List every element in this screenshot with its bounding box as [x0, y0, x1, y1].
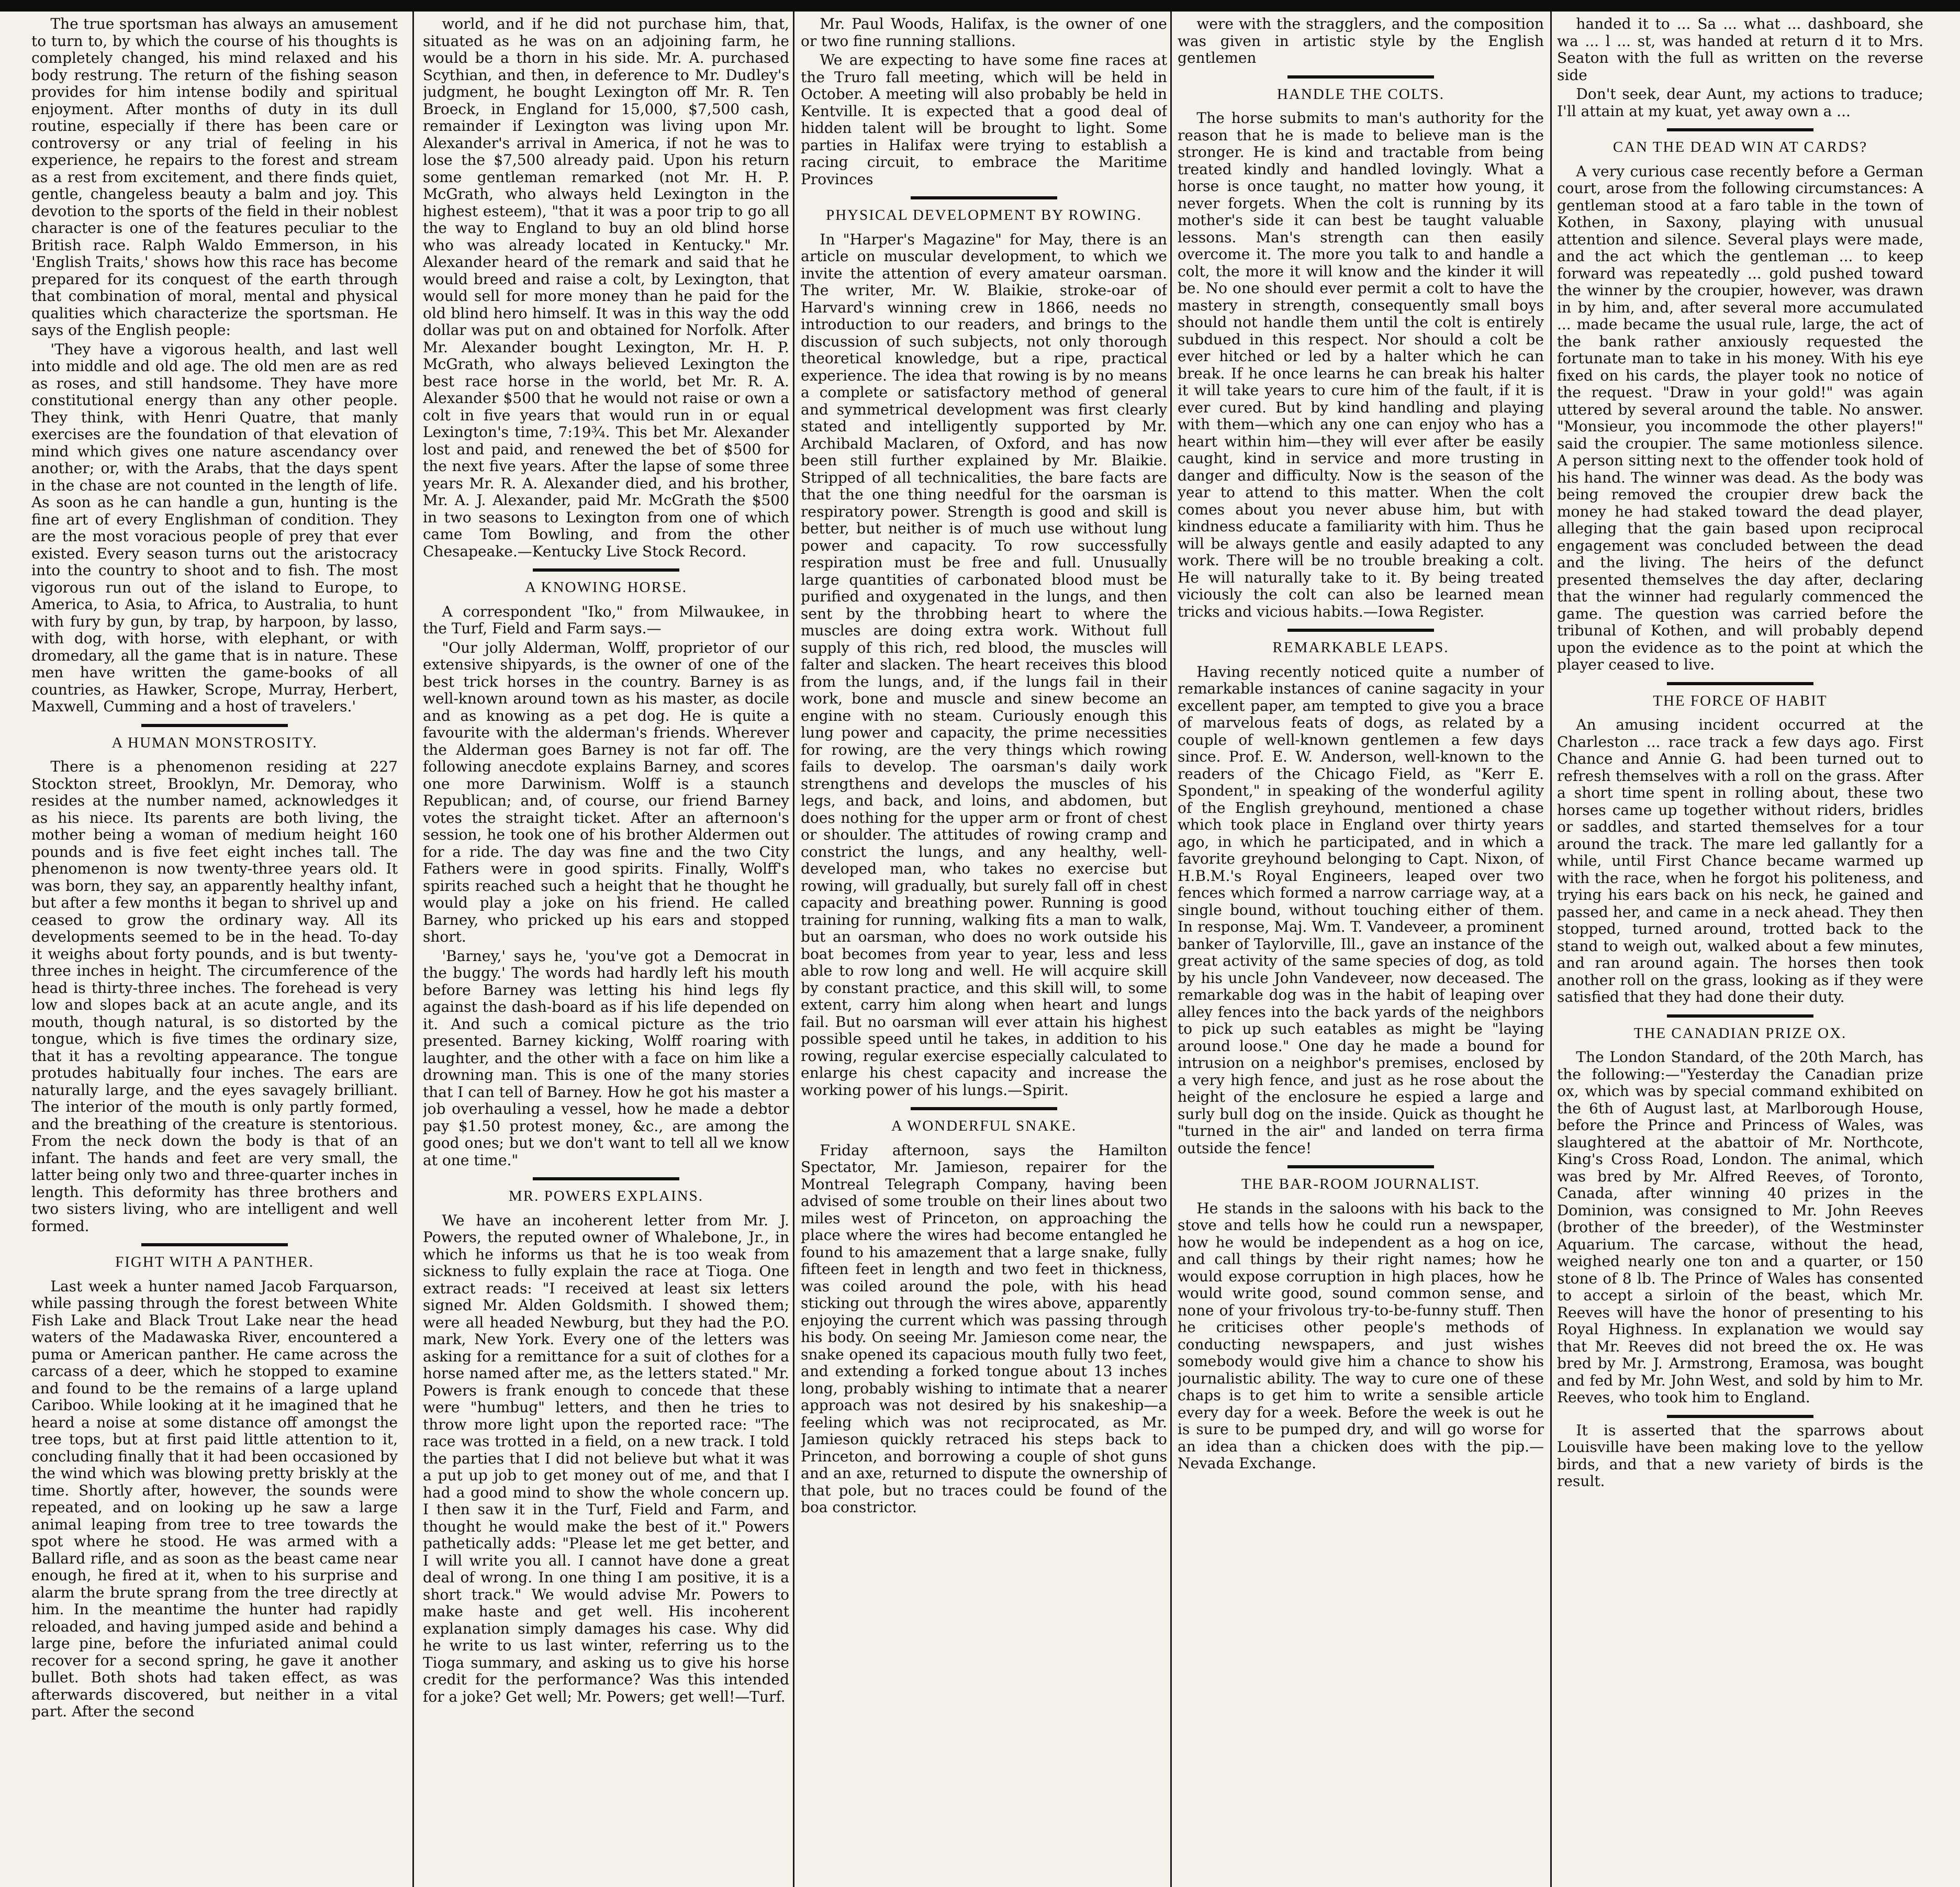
section-divider [911, 1107, 1057, 1110]
section-divider [1667, 1014, 1813, 1018]
article-paragraph: It is asserted that the sparrows about Louisville have been making love to the yellow birds, and that a new variety of birds is the result. [1557, 1421, 1923, 1490]
article-paragraph: A correspondent "Iko," from Milwaukee, in the Turf, Field and Farm says.— [423, 602, 789, 637]
article-title: A WONDERFUL SNAKE. [891, 1118, 1077, 1134]
section-divider [141, 1243, 288, 1246]
article-paragraph: Last week a hunter named Jacob Farquarson, while passing through the forest between White Fish Lake and Black Trout Lake near the head waters of the Madawaska River, encountered a puma or American panther. He came across the carcass of a deer, which he stopped to examine and found to be the remains of a large upland Cariboo. While looking at it he imagined that he heard a noise at some distance off amongst the tree tops, but at first paid little attention to it, concluding finally that it had been occasioned by the wind which was blowing pretty briskly at the time. Shortly after, however, the sounds were repeated, and on looking up he saw a large animal leaping from tree to tree towards the spot where he stood. He was armed with a Ballard rifle, and as soon as the beast came near enough, he fired at it, when to his surprise and alarm the brute sprang from the tree directly at him. In the meantime the hunter had rapidly reloaded, and having jumped aside and behind a large pine, before the infuriated animal could recover for a second spring, he gave it another bullet. Both shots had taken effect, as was afterwards discovered, but neither in a vital part. After the second [31, 1277, 398, 1720]
page-top-edge [0, 0, 1960, 12]
article-paragraph: The horse submits to man's authority for the reason that he is made to believe man is the stronger. He is kind and tractable from being treated kindly and handled lovingly. What a horse is once taught, no matter how young, it never forgets. When the colt is running by its mother's side it can best be taught valuable lessons. Man's strength can then easily overcome it. The more you talk to and handle a colt, the more it will know and the kinder it will be. No one should ever permit a colt to have the mastery in strength, consequently small boys should not handle them until the colt is entirely subdued in this respect. Nor should a colt be ever hitched or led by a halter which he can break. If he once learns he can break his halter it will take years to cure him of the fault, if it is ever cured. But by kind handling and playing with them—which any one can enjoy who has a heart within him—they will ever after be easily caught, kind in service and more trusting in danger and difficulty. Now is the season of the year to attend to this matter. When the colt comes about you never abuse him, but with kindness educate a familiarity with him. Thus he will be always gentle and easily adapted to any work. There will be no trouble breaking a colt. He will naturally take to it. By being treated viciously the colt can also be learned mean tricks and vicious habits.—Iowa Register. [1178, 109, 1544, 620]
article-paragraph: There is a phenomenon residing at 227 Stockton street, Brooklyn, Mr. Demoray, who resides at the number named, acknowledges it as his niece. Its parents are both living, the mother being a woman of medium height 160 pounds and is five feet eight inches tall. The phenomenon is now twenty-three years old. It was born, they say, an apparently healthy infant, but after a few months it began to shrivel up and ceased to grow the ordinary way. All its developments seemed to be in the head. To-day it weighs about forty pounds, and is but twenty-three inches in height. The circumference of the head is thirty-three inches. The forehead is very low and slopes back at an acute angle, and its mouth, though natural, is so distorted by the tongue, which is five times the ordinary size, that it has a revolting appearance. The tongue protudes habitually four inches. The ears are naturally large, and the eyes savagely brilliant. The interior of the mouth is only partly formed, and the breathing of the creature is stentorious. From the neck down the body is that of an infant. The hands and feet are very small, the latter being only two and three-quarter inches in length. This deformity has three brothers and two sisters living, who are intelligent and well formed. [31, 758, 398, 1235]
column-rule [1550, 12, 1552, 1887]
article-title: HANDLE THE COLTS. [1277, 85, 1444, 103]
column-rule [1170, 12, 1172, 1887]
article-title: A KNOWING HORSE. [525, 579, 687, 596]
article-title: CAN THE DEAD WIN AT CARDS? [1612, 139, 1868, 155]
article-title: REMARKABLE LEAPS. [1272, 639, 1449, 656]
article-paragraph: In "Harper's Magazine" for May, there is an article on muscular development, to which we invite the attention of every amateur oarsman. The writer, Mr. W. Blaikie, stroke-oar of Harvard's winning crew in 1866, needs no introduction to our readers, and brings to the discussion of such subjects, not only thorough theoretical knowledge, but a ripe, practical experience. The idea that rowing is by no means a complete or satisfactory method of general and symmetrical development was first clearly stated and intelligently supported by Mr. Archibald Maclaren, of Oxford, and has now been still further explained by Mr. Blaikie. Stripped of all technicalities, the bare facts are that the one thing needful for the oarsman is respiratory power. Strength is good and skill is better, but neither is of much use without lung power and capacity. To row successfully respiration must be free and full. Unusually large quantities of carbonated blood must be purified and oxygenated in the lungs, and then sent by the throbbing heart to where the muscles are doing extra work. Without full supply of this rich, red blood, the muscles will falter and slacken. The heart receives this blood from the lungs, and, if the lungs fail in their work, bone and muscle and sinew become an engine with no steam. Curiously enough this lung power and capacity, the prime necessities for rowing, are the very things which rowing fails to develop. The oarsman's daily work strengthens and develops the muscles of his legs, and back, and loins, and abdomen, but does nothing for the upper arm or front of chest or shoulder. The attitudes of rowing cramp and constrict the lungs, and any healthy, well-developed man, who takes no exercise but rowing, will gradually, but surely fall off in chest capacity and breathing power. Running is good training for running, walking fits a man to walk, but an oarsman, who does no work outside his boat becomes from year to year, less and less able to row long and well. He will acquire skill by constant practice, and this skill will, to some extent, carry him along when heart and lungs fail. But no oarsman will ever attain his highest possible speed until he takes, in addition to his rowing, regular exercise especially calculated to enlarge his chest capacity and increase the working power of his lungs.—Spirit. [801, 230, 1167, 1099]
column-1 [31, 16, 398, 1879]
section-divider [1667, 1415, 1813, 1418]
column-5 [1557, 16, 1923, 1879]
article-paragraph: Mr. Paul Woods, Halifax, is the owner of one or two fine running stallions. [801, 16, 1167, 50]
section-divider [1287, 75, 1434, 79]
article-title: FIGHT WITH A PANTHER. [115, 1254, 314, 1270]
article-paragraph: The true sportsman has always an amusement to turn to, by which the course of his thoughts is completely changed, his mind relaxed and his body restrung. The return of the fishing season provides for him intense bodily and spiritual enjoyment. After months of duty in its dull routine, especially if there has been care or controversy or any trial of feeling in his experience, he repairs to the forest and stream as a rest from excitement, and there finds quiet, gentle, changeless beauty a balm and joy. This devotion to the sports of the field in their noblest character is one of the features peculiar to the British race. Ralph Waldo Emmerson, in his 'English Traits,' shows how this race has become prepared for its conquest of the earth through that combination of moral, mental and physical qualities which characterize the sportsman. He says of the English people: [31, 16, 398, 339]
article-title: A HUMAN MONSTROSITY. [111, 734, 318, 751]
article-paragraph: Friday afternoon, says the Hamilton Spectator, Mr. Jamieson, repairer for the Montreal Telegraph Company, having been advised of some trouble on their lines about two miles west of Princeton, on approaching the place where the wires had become entangled he found to his amazement that a large snake, fully fifteen feet in length and two feet in thickness, was coiled around the pole, with his head sticking out through the wires above, apparently enjoying the current which was passing through his body. On seeing Mr. Jamieson come near, the snake opened its capacious mouth fully two feet, and extending a forked tongue about 13 inches long, probably wishing to intimate that a nearer approach was not desired by his snakeship—a feeling which was not reciprocated, as Mr. Jamieson quickly retraced his steps back to Princeton, and borrowing a couple of shot guns and an axe, returned to dispute the ownership of that pole, but no traces could be found of the boa constrictor. [801, 1141, 1167, 1516]
section-divider [911, 196, 1057, 199]
column-3 [801, 16, 1167, 1879]
article-paragraph: 'Barney,' says he, 'you've got a Democrat in the buggy.' The words had hardly left his mouth before Barney was letting his hind legs fly against the dash-board as if his life depended on it. And such a comical picture as the trio presented. Barney kicking, Wolff roaring with laughter, and the other with a face on him like a drowning man. This is one of the many stories that I can tell of Barney. How he got his master a job overhauling a vessel, how he made a debtor pay $1.50 protest money, &c., are among the good ones; but we don't want to tell all we know at one time." [423, 947, 789, 1169]
column-rule [412, 12, 414, 1887]
article-paragraph: Don't seek, dear Aunt, my actions to traduce; I'll attain at my kuat, yet away own a ... [1557, 85, 1923, 120]
article-paragraph: 'They have a vigorous health, and last well into middle and old age. The old men are as red as roses, and still handsome. They have more constitutional energy than any other people. They think, with Henri Quatre, that manly exercises are the foundation of that elevation of mind which gives one nature ascendancy over another; or, with the Arabs, that the days spent in the chase are not counted in the length of life. As soon as he can handle a gun, hunting is the fine art of every Englishman of condition. They are the most voracious people of prey that ever existed. Every season turns out the aristocracy into the country to shoot and to fish. The most vigorous run out of the island to Europe, to America, to Asia, to Africa, to Australia, to hunt with fury by gun, by trap, by harpoon, by lasso, with dog, with horse, with elephant, or with dromedary, all the game that is in nature. These men have written the game-books of all countries, as Hawker, Scrope, Murray, Herbert, Maxwell, Cumming and a host of travelers.' [31, 340, 398, 715]
article-title: PHYSICAL DEVELOPMENT BY ROWING. [826, 207, 1142, 224]
section-divider [1667, 682, 1813, 685]
column-2 [423, 16, 789, 1879]
article-paragraph: We are expecting to have some fine races at the Truro fall meeting, which will be held in October. A meeting will also probably be held in Kentville. It is expected that a good deal of hidden talent will be brought to light. Some parties in Halifax were trying to establish a racing circuit, to embrace the Maritime Provinces [801, 51, 1167, 188]
article-paragraph: were with the stragglers, and the composition was given in artistic style by the English gentlemen [1178, 16, 1544, 66]
section-divider [141, 724, 288, 727]
article-paragraph: He stands in the saloons with his back to the stove and tells how he could run a newspaper, how he would be independent as a hog on ice, and call things by their right names; how he would expose corruption in high places, how he would write good, sound common sense, and none of your frivolous try-to-be-funny stuff. Then he criticises other people's methods of conducting newspapers, and just wishes somebody would give him a chance to show his journalistic ability. The way to cure one of these chaps is to get him to write a sensible article every day for a week. Before the week is out he is sure to be pumped dry, and will go worse for an idea than a chicken does with the pip.—Nevada Exchange. [1178, 1199, 1544, 1472]
article-title: THE CANADIAN PRIZE OX. [1633, 1024, 1847, 1042]
article-paragraph: An amusing incident occurred at the Charleston ... race track a few days ago. First Chance and Annie G. had been turned out to refresh themselves with a roll on the grass. After a short time spent in rolling about, these two horses came up together without riders, bridles or saddles, and started themselves for a tour around the track. The mare led gallantly for a while, until First Chance became warmed up with the race, when he forgot his politeness, and trying his ears back on his neck, he gained and passed her, and came in a neck ahead. They then stopped, turned around, trotted back to the stand to weigh out, walked about a few minutes, and ran around again. The horses then took another roll on the grass, looking as if they were satisfied that they had done their duty. [1557, 716, 1923, 1006]
article-paragraph: We have an incoherent letter from Mr. J. Powers, the reputed owner of Whalebone, Jr., in which he informs us that he is too weak from sickness to fully explain the race at Tioga. One extract reads: "I received at least six letters signed Mr. Alden Goldsmith. I showed them; were all headed Newburg, but they had the P.O. mark, New York. Every one of the letters was asking for a remittance for a suit of clothes for a horse named after me, as the letters stated." Mr. Powers is frank enough to concede that these were "humbug" letters, and then he tries to throw more light upon the reported race: "The race was trotted in a field, on a new track. I told the parties that I did not believe but what it was a put up job to get money out of me, and that I had a good mind to show the whole concern up. I then saw it in the Turf, Field and Farm, and thought he would make the best of it." Powers pathetically adds: "Please let me get better, and I will write you all. I cannot have done a great deal of wrong. In one thing I am positive, it is a short track." We would advise Mr. Powers to make haste and get well. His incoherent explanation simply damages his case. Why did he write to us last winter, referring us to the Tioga summary, and asking us to give his horse credit for the performance? Was this intended for a joke? Get well; Mr. Powers; get well!—Turf. [423, 1211, 789, 1705]
article-paragraph: A very curious case recently before a German court, arose from the following circumstances: A gentleman stood at a faro table in the town of Kothen, in Saxony, playing with unusual attention and silence. Several plays were made, and the act which the gentleman ... to keep forward was repeatedly ... gold pushed toward the winner by the croupier, however, was drawn in by him, and, after several more accumulated ... made became the usual rule, large, the act of the bank rather anxiously requested the fortunate man to take in his money. With his eye fixed on his cards, the player took no notice of the request. "Draw in your gold!" was again uttered by several around the table. No answer. "Monsieur, you incommode the other players!" said the croupier. The same motionless silence. A person sitting next to the offender took hold of his hand. The winner was dead. As the body was being removed the croupier drew back the money he had staked toward the dead player, alleging that the gain based upon reciprocal engagement was concluded between the dead and the living. The heirs of the defunct presented themselves the day after, declaring that the winner had regularly commenced the game. The question was carried before the tribunal of Kothen, and will probably depend upon the evidence as to the point at which the player ceased to live. [1557, 162, 1923, 673]
article-paragraph: Having recently noticed quite a number of remarkable instances of canine sagacity in your excellent paper, am tempted to give you a brace of marvelous feats of dogs, as related by a couple of well-known gentlemen a few days since. Prof. E. W. Anderson, well-known to the readers of the Chicago Field, as "Kerr E. Spondent," in speaking of the wonderful agility of the English greyhound, mentioned a chase which took place in England over thirty years ago, in which he participated, and in which a favorite greyhound belonging to Capt. Nixon, of H.B.M.'s Royal Engineers, leaped over two fences which formed a narrow carriage way, at a single bound, without touching either of them. In response, Maj. Wm. T. Vandeveer, a prominent banker of Taylorville, Ill., gave an instance of the great activity of the same species of dog, as told by his uncle John Vandeveer, now deceased. The remarkable dog was in the habit of leaping over alley fences into the back yards of the neighbors to pick up such eatables as might be "laying around loose." One day he made a bound for intrusion on a neighbor's premises, enclosed by a very high fence, and just as he rose about the height of the enclosure he espied a large and surly bull dog on the inside. Quick as thought he "turned in the air" and landed on terra firma outside the fence! [1178, 663, 1544, 1157]
article-title: THE FORCE OF HABIT [1653, 692, 1828, 709]
section-divider [1287, 1165, 1434, 1168]
article-paragraph: "Our jolly Alderman, Wolff, proprietor of our extensive shipyards, is the owner of one of the best trick horses in the country. Barney is as well-known around town as his master, as docile and as knowing as a pet dog. He is quite a favourite with the alderman's friends. Wherever the Alderman goes Barney is not far off. The following anecdote explains Barney, and scores one more Darwinism. Wolff is a staunch Republican; and, of course, our friend Barney votes the straight ticket. After an afternoon's session, he took one of his brother Aldermen out for a ride. The day was fine and the two City Fathers were in good spirits. Finally, Wolff's spirits reached such a height that he thought he would play a joke on his friend. He called Barney, who pricked up his ears and stopped short. [423, 639, 789, 945]
section-divider [1667, 128, 1813, 131]
article-title: THE BAR-ROOM JOURNALIST. [1241, 1176, 1480, 1192]
column-4 [1178, 16, 1544, 1879]
section-divider [533, 1177, 679, 1180]
column-rule [793, 12, 794, 1887]
section-divider [1287, 629, 1434, 632]
article-title: MR. POWERS EXPLAINS. [509, 1188, 703, 1204]
section-divider [533, 568, 679, 572]
article-paragraph: handed it to ... Sa ... what ... dashboard, she wa ... l ... st, was handed at return d it to Mrs. Seaton with the full as written on the reverse side [1557, 16, 1923, 84]
article-paragraph: The London Standard, of the 20th March, has the following:—"Yesterday the Canadian prize ox, which was by special command exhibited on the 6th of August last, at Marlborough House, before the Prince and Princess of Wales, was slaughtered at the abattoir of Mr. Northcote, King's Cross Road, London. The animal, which was bred by Mr. Alfred Reeves, of Toronto, Canada, after winning 40 prizes in the Dominion, was consigned to Mr. John Reeves (brother of the breeder), of the Westminster Aquarium. The carcase, without the head, weighed nearly one ton and a quarter, or 150 stone of 8 lb. The Prince of Wales has consented to accept a sirloin of the beast, which Mr. Reeves will have the honor of presenting to his Royal Highness. In explanation we would say that Mr. Reeves did not breed the ox. He was bred by Mr. J. Armstrong, Eramosa, was bought and fed by Mr. John West, and sold by him to Mr. Reeves, who took him to England. [1557, 1048, 1923, 1406]
article-paragraph: world, and if he did not purchase him, that, situated as he was on an adjoining farm, he would be a thorn in his side. Mr. A. purchased Scythian, and then, in deference to Mr. Dudley's judgment, he bought Lexington off Mr. R. Ten Broeck, in England for 15,000, $7,500 cash, remainder if Lexington was living upon Mr. Alexander's arrival in America, if not he was to lose the $7,500 already paid. Upon his return some gentleman remarked (not Mr. H. P. McGrath, who always held Lexington in the highest esteem), "that it was a poor trip to go all the way to England to buy an old blind horse who was already located in Kentucky." Mr. Alexander heard of the remark and said that he would breed and raise a colt, by Lexington, that would sell for more money than he paid for the old blind hero himself. It was in this way the odd dollar was put on and obtained for Norfolk. After Mr. Alexander bought Lexington, Mr. H. P. McGrath, who always believed Lexington the best race horse in the world, bet Mr. R. A. Alexander $500 that he would not raise or own a colt in five years that would run in or equal Lexington's time, 7:19¾. This bet Mr. Alexander lost and paid, and renewed the bet of $500 for the next five years. After the lapse of some three years Mr. R. A. Alexander died, and his brother, Mr. A. J. Alexander, paid Mr. McGrath the $500 in two seasons to Lexington from one of which came Tom Bowling, and from the other Chesapeake.—Kentucky Live Stock Record. [423, 16, 789, 560]
